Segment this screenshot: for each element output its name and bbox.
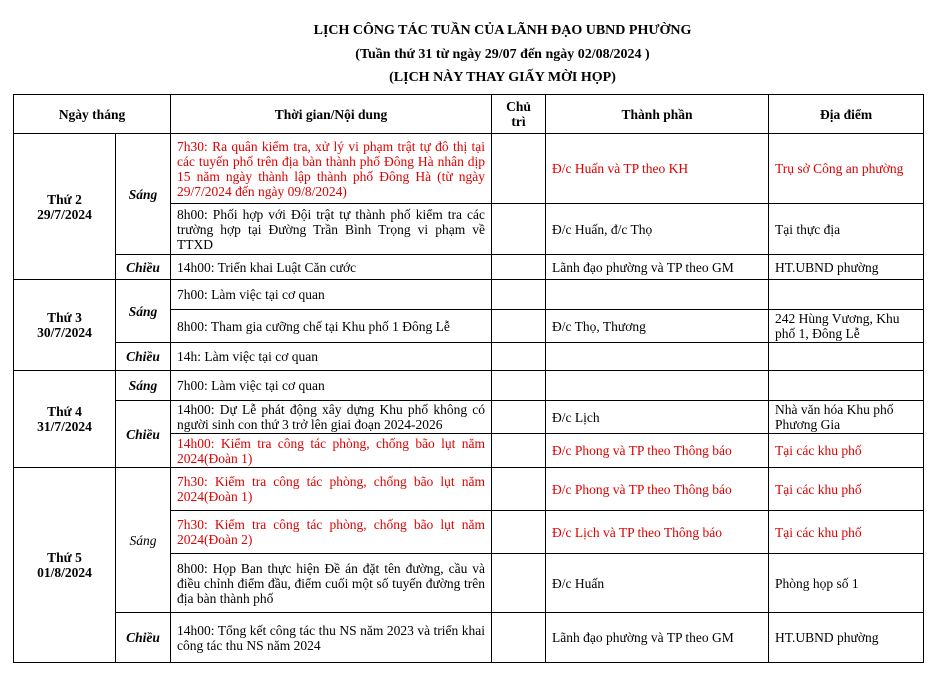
chair-cell xyxy=(492,401,546,434)
chair-cell xyxy=(492,371,546,401)
day-name: Thứ 2 xyxy=(47,191,82,207)
members-cell: Đ/c Phong và TP theo Thông báo xyxy=(546,434,769,468)
content-cell: 7h00: Làm việc tại cơ quan xyxy=(171,371,492,401)
day-name: Thứ 3 xyxy=(47,310,82,325)
col-header-location: Địa điểm xyxy=(769,95,924,134)
content-cell: 7h30: Ra quân kiểm tra, xử lý vi phạm trật tự đô thị tại các tuyến phố trên địa bàn thành phố Đông Hà nhân dịp 15 năm ngày thành lập thành phố Đông Hà (từ ngày 29/7/2024 đến ngày 09/8/2024) xyxy=(171,134,492,204)
day-cell xyxy=(14,134,116,280)
content-cell: 14h00: Triển khai Luật Căn cước xyxy=(171,255,492,280)
content-cell: 8h00: Họp Ban thực hiện Đề án đặt tên đường, cầu và điều chỉnh điểm đầu, điểm cuối một số tuyến đường trên địa bàn thành phố xyxy=(171,554,492,613)
members-cell xyxy=(546,343,769,371)
members-cell: Đ/c Phong và TP theo Thông báo xyxy=(546,468,769,511)
page-title: LỊCH CÔNG TÁC TUẦN CỦA LÃNH ĐẠO UBND PHƯỜNG xyxy=(313,23,692,38)
chair-cell xyxy=(492,204,546,255)
session-cell: Sáng xyxy=(116,134,171,255)
session-cell: Sáng xyxy=(116,468,171,613)
col-header-chair: Chủ trì xyxy=(492,95,546,134)
members-cell: Đ/c Huấn và TP theo KH xyxy=(546,134,769,204)
content-cell: 7h30: Kiểm tra công tác phòng, chống bão lụt năm 2024(Đoàn 2) xyxy=(171,511,492,554)
chair-cell xyxy=(492,434,546,468)
chair-cell xyxy=(492,280,546,310)
members-cell: Đ/c Lịch xyxy=(546,401,769,434)
location-cell xyxy=(769,343,924,371)
day-date: 31/7/2024 xyxy=(37,419,92,434)
day-cell xyxy=(14,280,116,371)
day-cell xyxy=(14,371,116,468)
location-cell: Tại các khu phố xyxy=(769,468,924,511)
schedule-table xyxy=(13,94,924,663)
day-date: 30/7/2024 xyxy=(37,325,92,340)
page-subtitle: (Tuần thứ 31 từ ngày 29/07 đến ngày 02/08/2024 ) xyxy=(355,47,650,62)
chair-cell xyxy=(492,511,546,554)
content-cell: 14h00: Kiểm tra công tác phòng, chống bão lụt năm 2024(Đoàn 1) xyxy=(171,434,492,468)
chair-cell xyxy=(492,134,546,204)
chair-cell xyxy=(492,343,546,371)
members-cell: Đ/c Huấn, đ/c Thọ xyxy=(546,204,769,255)
chair-cell xyxy=(492,468,546,511)
members-cell: Lãnh đạo phường và TP theo GM xyxy=(546,613,769,663)
chair-cell xyxy=(492,613,546,663)
location-cell: Trụ sở Công an phường xyxy=(769,134,924,204)
day-date: 01/8/2024 xyxy=(37,565,92,580)
table-row xyxy=(14,371,924,401)
day-cell xyxy=(14,468,116,663)
content-cell: 7h00: Làm việc tại cơ quan xyxy=(171,280,492,310)
session-cell: Chiều xyxy=(116,613,171,663)
members-cell: Đ/c Huấn xyxy=(546,554,769,613)
location-cell: Phòng họp số 1 xyxy=(769,554,924,613)
chair-cell xyxy=(492,554,546,613)
location-cell: Nhà văn hóa Khu phố Phương Gia xyxy=(769,401,924,434)
location-cell: HT.UBND phường xyxy=(769,613,924,663)
table-row xyxy=(14,613,924,663)
chair-cell xyxy=(492,310,546,343)
content-cell: 14h: Làm việc tại cơ quan xyxy=(171,343,492,371)
header-row xyxy=(14,95,924,134)
content-cell: 7h30: Kiểm tra công tác phòng, chống bão lụt năm 2024(Đoàn 1) xyxy=(171,468,492,511)
table-row xyxy=(14,280,924,310)
location-cell: HT.UBND phường xyxy=(769,255,924,280)
members-cell: Đ/c Lịch và TP theo Thông báo xyxy=(546,511,769,554)
chair-cell xyxy=(492,255,546,280)
session-cell: Chiều xyxy=(116,255,171,280)
table-row xyxy=(14,134,924,204)
location-cell: Tại các khu phố xyxy=(769,434,924,468)
content-cell: 8h00: Phối hợp với Đội trật tự thành phố kiểm tra các trường hợp tại Đường Trần Bình Trọng vi phạm về TTXD xyxy=(171,204,492,255)
content-cell: 14h00: Dự Lễ phát động xây dựng Khu phố không có người sinh con thứ 3 trở lên giai đoạn 2024-2026 xyxy=(171,401,492,434)
col-header-content: Thời gian/Nội dung xyxy=(171,95,492,134)
day-date: 29/7/2024 xyxy=(37,206,92,222)
members-cell: Lãnh đạo phường và TP theo GM xyxy=(546,255,769,280)
table-row xyxy=(14,255,924,280)
location-cell: Tại các khu phố xyxy=(769,511,924,554)
members-cell xyxy=(546,280,769,310)
col-header-day: Ngày tháng xyxy=(14,95,171,134)
location-cell: 242 Hùng Vương, Khu phố 1, Đông Lễ xyxy=(769,310,924,343)
location-cell xyxy=(769,371,924,401)
day-name: Thứ 5 xyxy=(47,550,82,565)
location-cell: Tại thực địa xyxy=(769,204,924,255)
members-cell xyxy=(546,371,769,401)
schedule-body xyxy=(14,134,924,663)
table-row xyxy=(14,343,924,371)
day-name: Thứ 4 xyxy=(47,404,82,419)
content-cell: 14h00: Tổng kết công tác thu NS năm 2023 và triển khai công tác thu NS năm 2024 xyxy=(171,613,492,663)
content-cell: 8h00: Tham gia cưỡng chế tại Khu phố 1 Đông Lễ xyxy=(171,310,492,343)
session-cell: Sáng xyxy=(116,280,171,343)
session-cell: Sáng xyxy=(116,371,171,401)
session-cell: Chiều xyxy=(116,343,171,371)
table-row xyxy=(14,468,924,511)
members-cell: Đ/c Thọ, Thương xyxy=(546,310,769,343)
location-cell xyxy=(769,280,924,310)
table-row xyxy=(14,401,924,434)
session-cell: Chiều xyxy=(116,401,171,468)
col-header-members: Thành phần xyxy=(546,95,769,134)
page-note: (LỊCH NÀY THAY GIẤY MỜI HỌP) xyxy=(389,70,616,85)
